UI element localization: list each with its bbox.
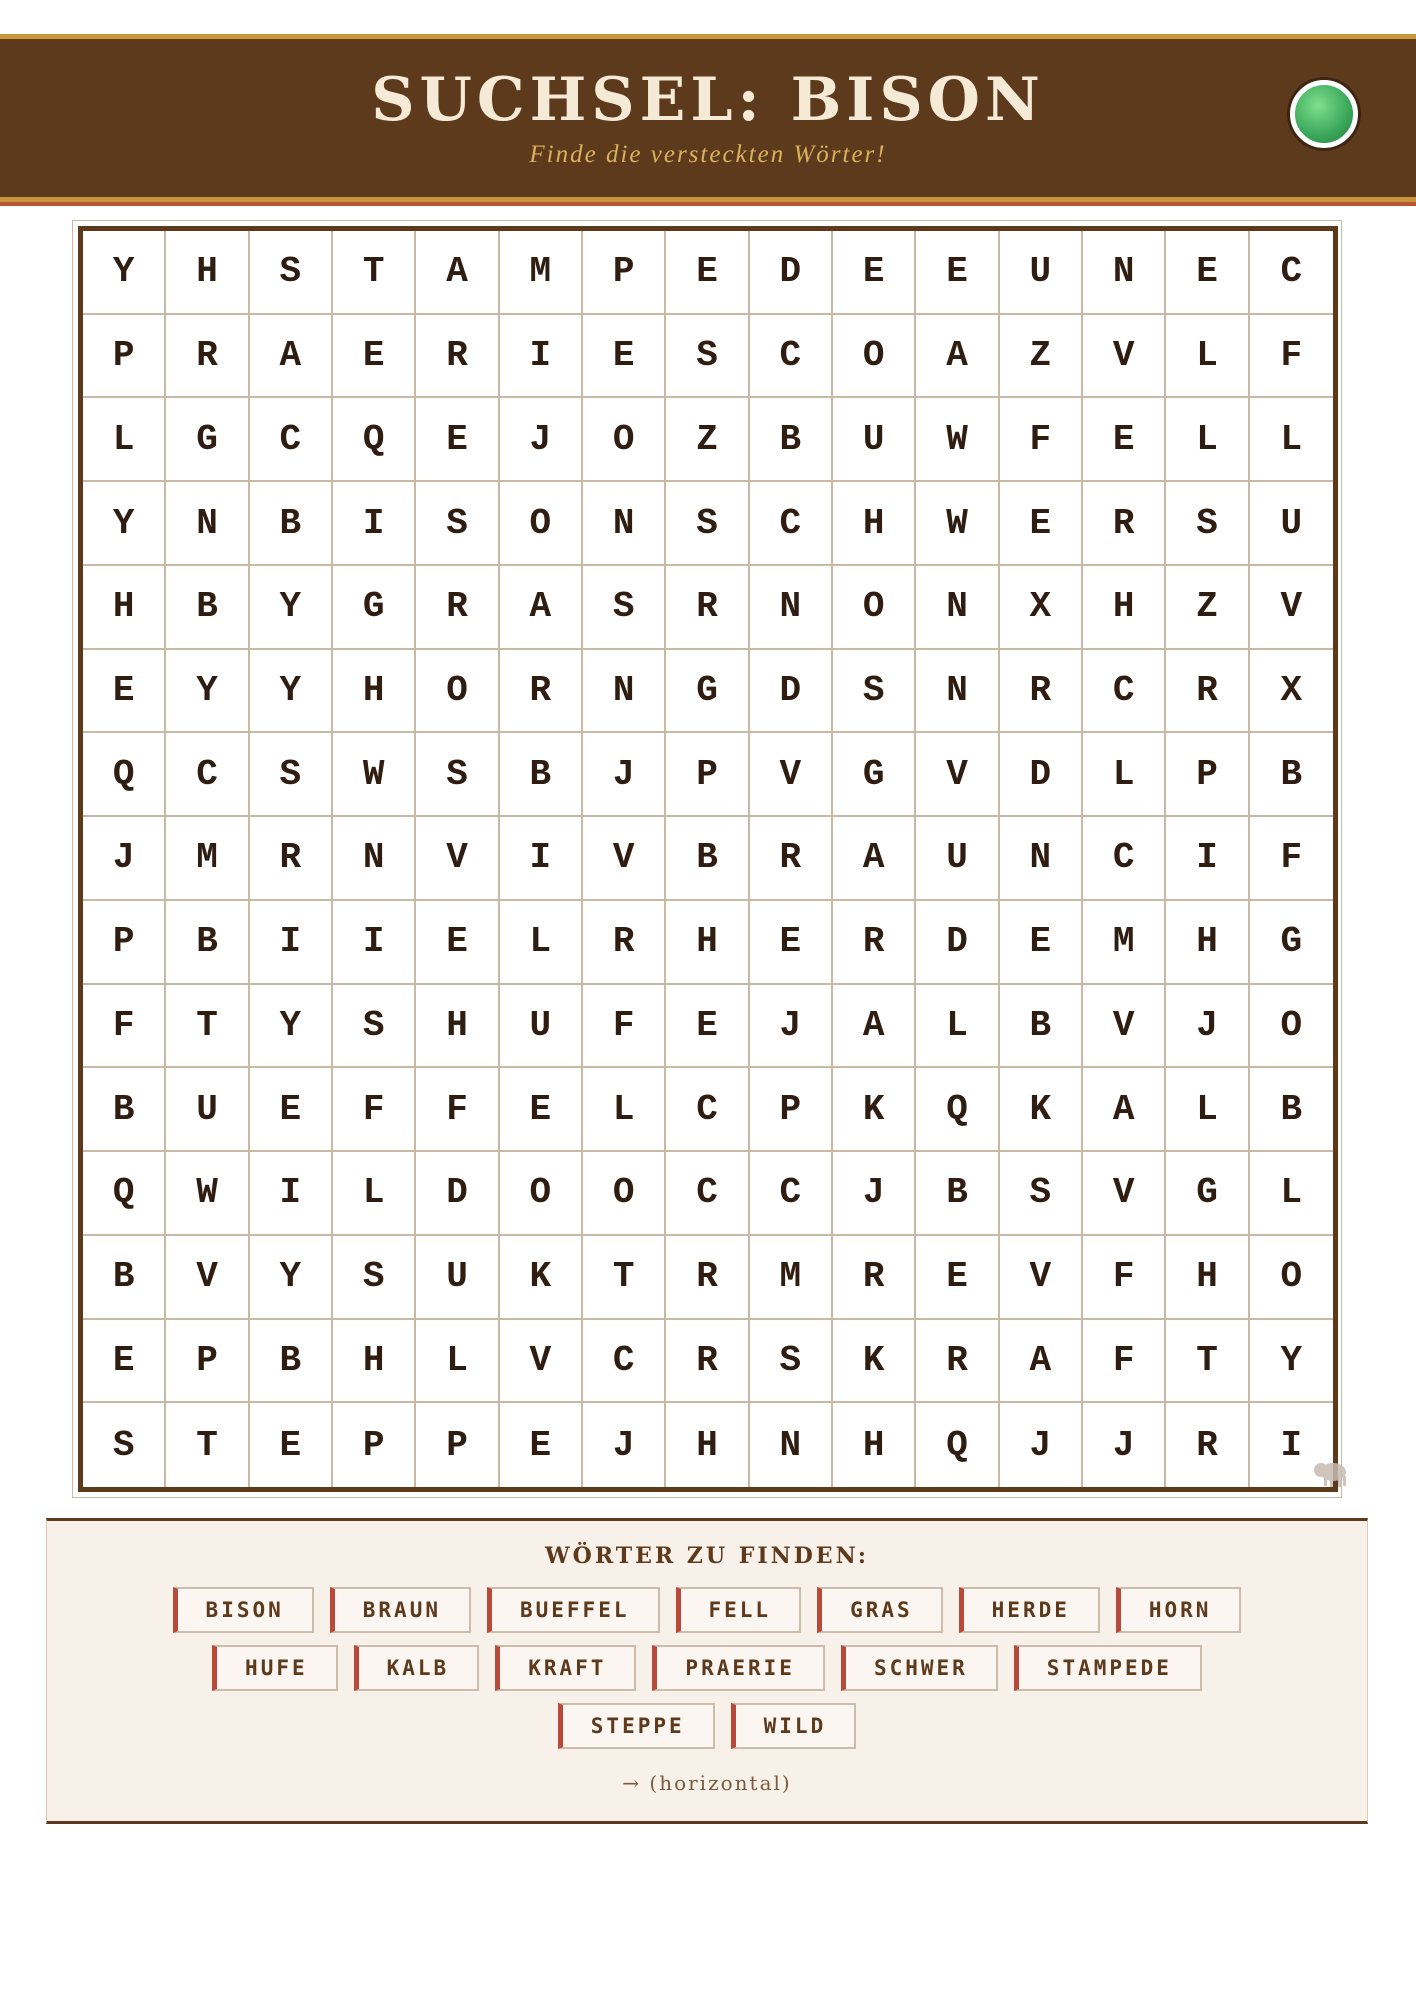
grid-cell[interactable]: O <box>583 398 666 482</box>
grid-cell[interactable]: Q <box>916 1403 999 1487</box>
grid-cell[interactable]: Y <box>166 650 249 734</box>
grid-cell[interactable]: H <box>833 1403 916 1487</box>
grid-cell[interactable]: B <box>166 901 249 985</box>
grid-cell[interactable]: L <box>1166 398 1249 482</box>
grid-cell[interactable]: S <box>250 231 333 315</box>
grid-cell[interactable]: R <box>666 566 749 650</box>
grid-cell[interactable]: P <box>83 315 166 399</box>
grid-cell[interactable]: R <box>583 901 666 985</box>
grid-cell[interactable]: E <box>666 231 749 315</box>
grid-cell[interactable]: F <box>416 1068 499 1152</box>
grid-cell[interactable]: R <box>833 1236 916 1320</box>
grid-cell[interactable]: Z <box>1166 566 1249 650</box>
grid-cell[interactable]: C <box>250 398 333 482</box>
grid-cell[interactable]: N <box>750 1403 833 1487</box>
grid-cell[interactable]: V <box>583 817 666 901</box>
grid-cell[interactable]: V <box>750 733 833 817</box>
grid-cell[interactable]: L <box>1083 733 1166 817</box>
grid-cell[interactable]: F <box>1083 1320 1166 1404</box>
grid-cell[interactable]: P <box>166 1320 249 1404</box>
grid-cell[interactable]: F <box>333 1068 416 1152</box>
grid-cell[interactable]: L <box>1166 1068 1249 1152</box>
grid-cell[interactable]: F <box>583 985 666 1069</box>
grid-cell[interactable]: E <box>666 985 749 1069</box>
grid-cell[interactable]: R <box>500 650 583 734</box>
grid-cell[interactable]: G <box>333 566 416 650</box>
grid-cell[interactable]: F <box>1250 817 1333 901</box>
word-row <box>47 1645 1367 1691</box>
grid-cell[interactable]: I <box>250 901 333 985</box>
grid-cell[interactable]: O <box>1250 985 1333 1069</box>
grid-cell[interactable]: N <box>916 566 999 650</box>
grid-cell[interactable]: E <box>83 1320 166 1404</box>
grid-cell[interactable]: S <box>833 650 916 734</box>
word-chips <box>47 1587 1367 1761</box>
grid-cell[interactable]: F <box>1250 315 1333 399</box>
grid-cell[interactable]: W <box>166 1152 249 1236</box>
grid-cell[interactable]: C <box>750 1152 833 1236</box>
grid-cell[interactable]: C <box>750 315 833 399</box>
grid-cell[interactable]: R <box>666 1320 749 1404</box>
grid-cell[interactable]: N <box>583 482 666 566</box>
grid-cell[interactable]: O <box>583 1152 666 1236</box>
grid-cell[interactable]: P <box>416 1403 499 1487</box>
grid-cell[interactable]: E <box>750 901 833 985</box>
grid-cell[interactable]: L <box>83 398 166 482</box>
grid-cell[interactable]: A <box>500 566 583 650</box>
word-chip[interactable]: WILD <box>731 1703 857 1749</box>
word-chip[interactable]: HERDE <box>959 1587 1100 1633</box>
grid-cell[interactable]: E <box>1000 901 1083 985</box>
grid-cell[interactable]: B <box>750 398 833 482</box>
word-chip[interactable]: SCHWER <box>841 1645 998 1691</box>
grid-cell[interactable]: G <box>833 733 916 817</box>
grid-cell[interactable]: R <box>833 901 916 985</box>
grid-cell[interactable]: U <box>166 1068 249 1152</box>
grid-cell[interactable]: T <box>166 1403 249 1487</box>
grid-cell[interactable]: R <box>250 817 333 901</box>
grid-cell[interactable]: O <box>416 650 499 734</box>
grid-cell[interactable]: H <box>333 1320 416 1404</box>
grid-cell[interactable]: U <box>416 1236 499 1320</box>
grid-cell[interactable]: P <box>583 231 666 315</box>
grid-cell[interactable]: H <box>1083 566 1166 650</box>
grid-cell[interactable]: E <box>916 1236 999 1320</box>
grid-cell[interactable]: D <box>416 1152 499 1236</box>
grid-cell[interactable]: D <box>1000 733 1083 817</box>
word-chip[interactable]: FELL <box>676 1587 802 1633</box>
grid-cell[interactable]: Z <box>666 398 749 482</box>
grid-cell[interactable]: E <box>1000 482 1083 566</box>
grid-cell[interactable]: M <box>750 1236 833 1320</box>
grid-cell[interactable]: M <box>1083 901 1166 985</box>
grid-cell[interactable]: Q <box>83 733 166 817</box>
grid-cell[interactable]: S <box>416 482 499 566</box>
grid-cell[interactable]: W <box>916 398 999 482</box>
grid-cell[interactable]: H <box>833 482 916 566</box>
grid-cell[interactable]: R <box>666 1236 749 1320</box>
grid-cell[interactable]: S <box>333 1236 416 1320</box>
grid-cell[interactable]: N <box>333 817 416 901</box>
grid-cell[interactable]: U <box>916 817 999 901</box>
grid-cell[interactable]: N <box>750 566 833 650</box>
grid-cell[interactable]: H <box>1166 901 1249 985</box>
word-chip[interactable]: KALB <box>354 1645 480 1691</box>
grid-cell[interactable]: G <box>166 398 249 482</box>
grid-cell[interactable]: B <box>1250 1068 1333 1152</box>
grid-cell[interactable]: S <box>666 315 749 399</box>
grid-cell[interactable]: H <box>1166 1236 1249 1320</box>
grid-cell[interactable]: U <box>1250 482 1333 566</box>
grid-cell[interactable]: J <box>83 817 166 901</box>
grid-cell[interactable]: S <box>250 733 333 817</box>
grid-cell[interactable]: I <box>1280 1424 1303 1466</box>
grid-cell[interactable]: F <box>1083 1236 1166 1320</box>
grid-cell[interactable]: E <box>83 650 166 734</box>
grid-cell[interactable]: H <box>416 985 499 1069</box>
grid-cell[interactable]: Y <box>250 566 333 650</box>
grid-cell[interactable]: A <box>250 315 333 399</box>
grid-cell[interactable]: V <box>1000 1236 1083 1320</box>
grid-cell[interactable]: V <box>1083 315 1166 399</box>
grid-cell[interactable]: O <box>500 482 583 566</box>
grid-cell[interactable]: B <box>250 482 333 566</box>
grid-cell[interactable]: I <box>333 901 416 985</box>
grid-cell[interactable]: X <box>1000 566 1083 650</box>
grid-cell[interactable]: L <box>1250 398 1333 482</box>
grid-cell[interactable]: N <box>1000 817 1083 901</box>
grid-cell[interactable]: H <box>666 1403 749 1487</box>
grid-cell[interactable]: V <box>1083 1152 1166 1236</box>
grid-cell[interactable]: L <box>333 1152 416 1236</box>
grid-cell[interactable]: B <box>666 817 749 901</box>
word-chip[interactable]: KRAFT <box>495 1645 636 1691</box>
grid-cell[interactable]: C <box>1250 231 1333 315</box>
grid-cell[interactable]: T <box>166 985 249 1069</box>
grid-cell[interactable]: S <box>83 1403 166 1487</box>
grid-cell[interactable]: E <box>500 1068 583 1152</box>
grid-cell[interactable]: B <box>250 1320 333 1404</box>
grid-cell[interactable]: Y <box>83 231 166 315</box>
grid-cell[interactable]: E <box>250 1403 333 1487</box>
grid-cell[interactable]: R <box>1166 650 1249 734</box>
bison-icon <box>1312 1455 1352 1489</box>
grid-cell[interactable]: L <box>1250 1152 1333 1236</box>
grid-cell[interactable]: V <box>1083 985 1166 1069</box>
grid-cell[interactable]: H <box>333 650 416 734</box>
grid-cell[interactable]: G <box>1166 1152 1249 1236</box>
grid-cell[interactable]: I <box>500 817 583 901</box>
grid-cell[interactable]: L <box>916 985 999 1069</box>
grid-cell[interactable]: R <box>166 315 249 399</box>
grid-cell[interactable]: A <box>833 817 916 901</box>
grid-cell[interactable]: O <box>833 315 916 399</box>
grid-cell[interactable]: R <box>1083 482 1166 566</box>
grid-cell[interactable]: G <box>1250 901 1333 985</box>
grid-cell[interactable]: P <box>83 901 166 985</box>
word-chip[interactable]: BUEFFEL <box>487 1587 660 1633</box>
grid-cell[interactable]: V <box>1250 566 1333 650</box>
grid-cell[interactable]: E <box>916 231 999 315</box>
grid-cell[interactable]: S <box>750 1320 833 1404</box>
grid-cell[interactable]: B <box>1000 985 1083 1069</box>
word-row <box>47 1587 1367 1633</box>
grid-cell[interactable]: K <box>500 1236 583 1320</box>
grid-cell[interactable]: T <box>333 231 416 315</box>
grid-cell[interactable]: M <box>500 231 583 315</box>
grid-cell[interactable]: L <box>583 1068 666 1152</box>
grid-cell[interactable]: E <box>333 315 416 399</box>
grid-cell[interactable]: C <box>750 482 833 566</box>
grid-cell[interactable]: X <box>1250 650 1333 734</box>
grid-cell[interactable]: Y <box>1250 1320 1333 1404</box>
grid-cell[interactable]: E <box>1166 231 1249 315</box>
word-chip[interactable]: HUFE <box>212 1645 338 1691</box>
grid-cell[interactable]: J <box>1000 1403 1083 1487</box>
grid-cell[interactable]: D <box>916 901 999 985</box>
grid-cell[interactable]: O <box>833 566 916 650</box>
grid-cell[interactable]: U <box>1000 231 1083 315</box>
grid-cell[interactable]: E <box>500 1403 583 1487</box>
grid-cell[interactable]: L <box>416 1320 499 1404</box>
word-list-panel <box>46 1518 1368 1824</box>
grid-cell[interactable]: Y <box>250 1236 333 1320</box>
letter-grid <box>78 226 1338 1492</box>
grid-cell[interactable]: E <box>416 398 499 482</box>
grid-cell[interactable]: B <box>500 733 583 817</box>
grid-cell[interactable]: V <box>166 1236 249 1320</box>
grid-cell[interactable]: J <box>500 398 583 482</box>
grid-cell[interactable]: C <box>666 1152 749 1236</box>
grid-cell[interactable]: U <box>833 398 916 482</box>
grid-cell[interactable]: C <box>666 1068 749 1152</box>
grid-cell[interactable]: S <box>333 985 416 1069</box>
grid-cell[interactable]: S <box>1000 1152 1083 1236</box>
word-row <box>47 1703 1367 1749</box>
grid-cell[interactable]: C <box>583 1320 666 1404</box>
grid-cell[interactable]: V <box>416 817 499 901</box>
grid-cell[interactable]: E <box>250 1068 333 1152</box>
grid-cell[interactable]: S <box>416 733 499 817</box>
grid-cell[interactable]: W <box>916 482 999 566</box>
grid-cell[interactable]: R <box>916 1320 999 1404</box>
grid-cell[interactable]: I <box>250 1152 333 1236</box>
grid-cell[interactable]: N <box>583 650 666 734</box>
grid-cell[interactable]: C <box>1083 650 1166 734</box>
header-banner <box>0 34 1416 202</box>
grid-cell[interactable]: M <box>166 817 249 901</box>
grid-cell[interactable]: J <box>1166 985 1249 1069</box>
word-list-title: WÖRTER ZU FINDEN: <box>544 1543 870 1569</box>
word-chip[interactable]: STEPPE <box>558 1703 715 1749</box>
grid-cell[interactable]: J <box>750 985 833 1069</box>
grid-cell[interactable]: H <box>666 901 749 985</box>
grid-cell[interactable]: J <box>1083 1403 1166 1487</box>
grid-cell[interactable]: Q <box>83 1152 166 1236</box>
page-subtitle: Finde die versteckten Wörter! <box>529 141 887 168</box>
grid-cell[interactable]: D <box>750 231 833 315</box>
grid-cell[interactable]: I <box>1166 817 1249 901</box>
word-chip[interactable]: PRAERIE <box>652 1645 825 1691</box>
grid-cell[interactable]: V <box>500 1320 583 1404</box>
grid-cell[interactable]: T <box>1166 1320 1249 1404</box>
grid-cell[interactable]: T <box>583 1236 666 1320</box>
grid-cell[interactable]: N <box>916 650 999 734</box>
grid-cell[interactable]: R <box>750 817 833 901</box>
grid-cell[interactable]: W <box>333 733 416 817</box>
grid-cell[interactable]: K <box>833 1068 916 1152</box>
grid-cell[interactable]: E <box>416 901 499 985</box>
word-chip[interactable]: BRAUN <box>330 1587 471 1633</box>
grid-cell[interactable]: I <box>500 315 583 399</box>
grid-cell[interactable]: K <box>1000 1068 1083 1152</box>
grid-cell[interactable]: B <box>83 1068 166 1152</box>
grid-cell[interactable]: C <box>166 733 249 817</box>
direction-legend: → (horizontal) <box>622 1771 792 1795</box>
grid-cell[interactable]: L <box>500 901 583 985</box>
grid-cell[interactable]: H <box>83 566 166 650</box>
grid-cell[interactable]: F <box>1000 398 1083 482</box>
grid-cell[interactable]: J <box>583 1403 666 1487</box>
grid-cell[interactable]: K <box>833 1320 916 1404</box>
grid-cell[interactable]: F <box>83 985 166 1069</box>
grid-cell[interactable]: E <box>1083 398 1166 482</box>
grid-cell[interactable]: S <box>666 482 749 566</box>
grid-cell[interactable]: P <box>1166 733 1249 817</box>
grid-cell[interactable]: Q <box>916 1068 999 1152</box>
grid-cell[interactable]: I <box>333 482 416 566</box>
grid-cell[interactable]: O <box>1250 1236 1333 1320</box>
word-chip[interactable]: GRAS <box>817 1587 943 1633</box>
status-indicator-icon[interactable] <box>1290 80 1358 148</box>
grid-cell[interactable]: N <box>1083 231 1166 315</box>
grid-cell[interactable]: B <box>1250 733 1333 817</box>
grid-cell[interactable]: Q <box>333 398 416 482</box>
grid-cell[interactable]: B <box>83 1236 166 1320</box>
grid-cell[interactable]: R <box>416 566 499 650</box>
grid-cell[interactable]: S <box>583 566 666 650</box>
page-title: SUCHSEL: BISON <box>371 65 1045 135</box>
grid-cell[interactable]: A <box>833 985 916 1069</box>
grid-cell[interactable]: Y <box>250 985 333 1069</box>
grid-cell[interactable]: A <box>916 315 999 399</box>
grid-cell[interactable]: Z <box>1000 315 1083 399</box>
grid-cell[interactable]: R <box>1166 1403 1249 1487</box>
grid-cell[interactable]: Y <box>250 650 333 734</box>
grid-cell[interactable]: B <box>166 566 249 650</box>
grid-cell[interactable]: U <box>500 985 583 1069</box>
grid-cell[interactable]: Y <box>83 482 166 566</box>
grid-cell[interactable]: A <box>416 231 499 315</box>
grid-cell[interactable]: A <box>1000 1320 1083 1404</box>
grid-cell[interactable]: N <box>166 482 249 566</box>
grid-cell[interactable]: C <box>1083 817 1166 901</box>
grid-cell[interactable]: V <box>916 733 999 817</box>
grid-cell[interactable]: J <box>833 1152 916 1236</box>
grid-cell[interactable]: R <box>1000 650 1083 734</box>
grid-cell[interactable]: L <box>1166 315 1249 399</box>
grid-cell[interactable]: R <box>416 315 499 399</box>
word-chip[interactable]: HORN <box>1116 1587 1242 1633</box>
grid-cell[interactable]: A <box>1083 1068 1166 1152</box>
grid-cell[interactable]: E <box>583 315 666 399</box>
grid-cell[interactable]: J <box>583 733 666 817</box>
grid-cell[interactable]: E <box>833 231 916 315</box>
grid-cell[interactable]: P <box>666 733 749 817</box>
grid-cell[interactable]: O <box>500 1152 583 1236</box>
grid-cell[interactable]: G <box>666 650 749 734</box>
grid-cell[interactable]: S <box>1166 482 1249 566</box>
word-chip[interactable]: BISON <box>173 1587 314 1633</box>
grid-cell[interactable]: B <box>916 1152 999 1236</box>
grid-cell[interactable]: P <box>333 1403 416 1487</box>
grid-cell[interactable]: P <box>750 1068 833 1152</box>
word-chip[interactable]: STAMPEDE <box>1014 1645 1202 1691</box>
grid-cell[interactable]: H <box>166 231 249 315</box>
grid-cell[interactable]: D <box>750 650 833 734</box>
